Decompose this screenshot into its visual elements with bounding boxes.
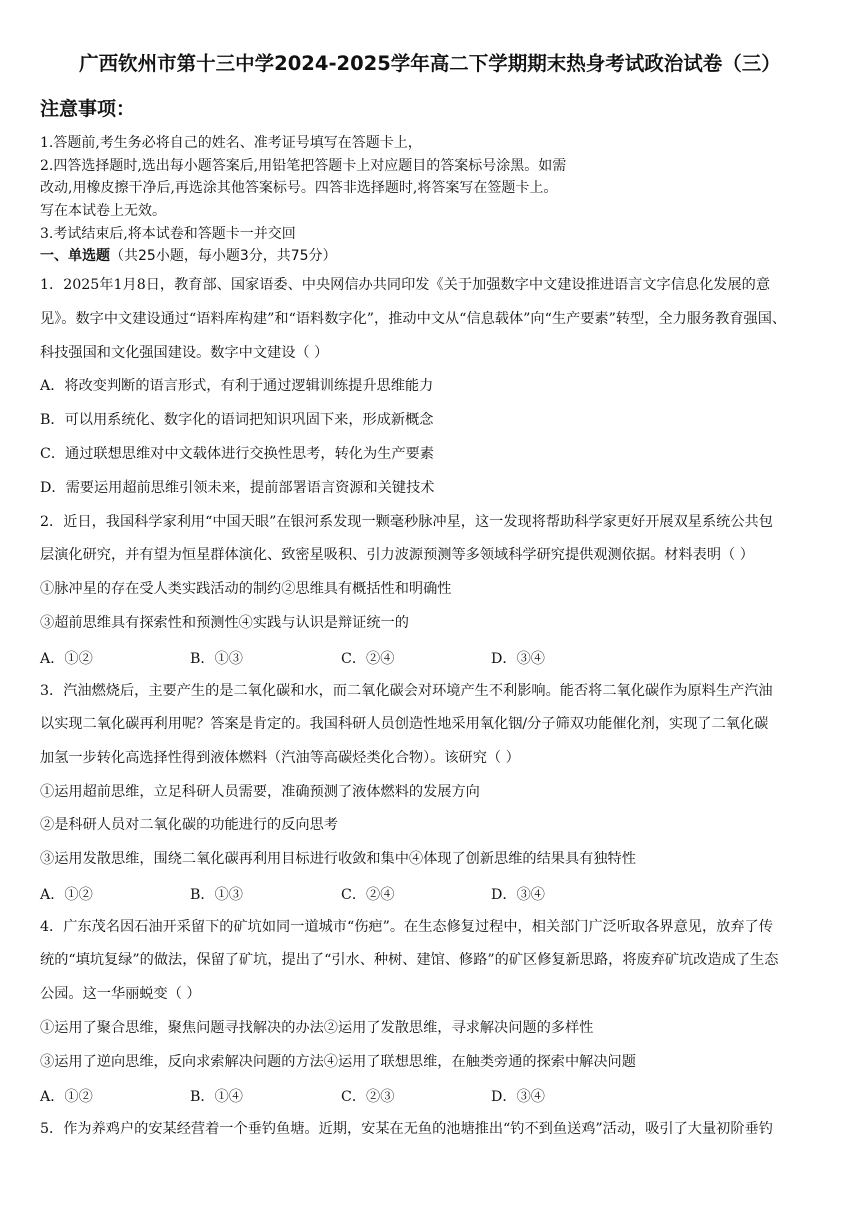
question-2-statement: ③超前思维具有探索性和预测性④实践与认识是辩证统一的 <box>40 615 409 631</box>
notice-line: 改动,用橡皮擦干净后,再选涂其他答案标号。四答非选择题时,将答案写在签题卡上。 <box>40 180 558 196</box>
exam-title: 广西钦州市第十三中学2024-2025学年高二下学期期末热身考试政治试卷（三） <box>79 52 781 75</box>
question-2-stem: 层演化研究，并有望为恒星群体演化、致密星吸积、引力波源预测等多领域科学研究提供观测依据。材料表明（ ） <box>40 547 754 563</box>
notice-line: 2.四答选择题时,选出每小题答案后,用铅笔把答题卡上对应题目的答案标号涂黑。如需 <box>40 158 567 174</box>
question-1-option-d: D．需要运用超前思维引领未来，提前部署语言资源和关键技术 <box>40 480 435 496</box>
question-4-statement: ③运用了逆向思维，反向求索解决问题的方法④运用了联想思维，在触类旁通的探索中解决问题 <box>40 1054 636 1070</box>
question-1-option-b: B．可以用系统化、数字化的语词把知识巩固下来，形成新概念 <box>40 412 434 428</box>
question-3-stem: 以实现二氧化碳再利用呢？答案是肯定的。我国科研人员创造性地采用氧化铟/分子筛双功能催化剂，实现了二氧化碳 <box>40 716 769 732</box>
question-2-option-d: D．③④ <box>491 651 545 667</box>
question-4-option-c: C．②③ <box>341 1089 395 1105</box>
notice-line: 3.考试结束后,将本试卷和答题卡一并交回 <box>40 226 296 242</box>
question-3-option-d: D．③④ <box>491 887 545 903</box>
question-3-option-b: B．①③ <box>190 887 243 903</box>
question-1-stem: 科技强国和文化强国建设。数字中文建设（ ） <box>40 345 329 361</box>
question-2-stem: 2．近日，我国科学家利用“中国天眼”在银河系发现一颗毫秒脉冲星，这一发现将帮助科学家更好开展双星系统公共包 <box>40 514 773 530</box>
question-1-option-c: C．通过联想思维对中文载体进行交换性思考，转化为生产要素 <box>40 446 434 462</box>
question-4-stem: 公园。这一华丽蜕变（ ） <box>40 986 201 1002</box>
question-4-stem: 统的“填坑复绿”的做法，保留了矿坑，提出了“引水、种树、建馆、修路”的矿区修复新思路，将废弃矿坑改造成了生态 <box>40 952 779 968</box>
question-2-option-c: C．②④ <box>341 651 395 667</box>
question-2-option-a: A．①② <box>40 651 93 667</box>
notice-line: 写在本试卷上无效。 <box>40 203 166 219</box>
question-3-option-c: C．②④ <box>341 887 395 903</box>
question-3-options <box>40 884 740 904</box>
question-4-stem: 4．广东茂名因石油开采留下的矿坑如同一道城市“伤疤”。在生态修复过程中，相关部门广泛听取各界意见，放弃了传 <box>40 919 773 935</box>
question-1-stem: 见》。数字中文建设通过“语料库构建”和“语料数字化”，推动中文从“信息载体”向“生产要素”转型，全力服务教育强国、 <box>40 311 787 327</box>
section-name: 一、单选题 <box>40 248 110 264</box>
section-heading <box>40 247 337 265</box>
question-1-stem: 1．2025年1月8日，教育部、国家语委、中央网信办共同印发《关于加强数字中文建设推进语言文字信息化发展的意 <box>40 277 771 293</box>
question-4-option-a: A．①② <box>40 1089 93 1105</box>
section-description: （共25小题，每小题3分，共75分） <box>110 248 337 264</box>
question-4-statement: ①运用了聚合思维，聚焦问题寻找解决的办法②运用了发散思维，寻求解决问题的多样性 <box>40 1020 594 1036</box>
question-3-option-a: A．①② <box>40 887 93 903</box>
notice-heading: 注意事项： <box>40 98 136 120</box>
notice-line: 1.答题前,考生务必将自己的姓名、准考证号填写在答题卡上， <box>40 135 422 151</box>
question-5-stem: 5．作为养鸡户的安某经营着一个垂钓鱼塘。近期，安某在无鱼的池塘推出“钓不到鱼送鸡”活动，吸引了大量初阶垂钓 <box>40 1121 773 1137</box>
question-1-option-a: A．将改变判断的语言形式，有利于通过逻辑训练提升思维能力 <box>40 378 434 394</box>
question-3-stem: 加氢一步转化高选择性得到液体燃料（汽油等高碳烃类化合物）。该研究（ ） <box>40 750 520 766</box>
question-3-statement: ③运用发散思维，围绕二氧化碳再利用目标进行收敛和集中④体现了创新思维的结果具有独特性 <box>40 851 636 867</box>
question-2-options <box>40 648 740 668</box>
question-4-option-d: D．③④ <box>491 1089 545 1105</box>
question-4-option-b: B．①④ <box>190 1089 243 1105</box>
question-3-statement: ①运用超前思维，立足科研人员需要，准确预测了液体燃料的发展方向 <box>40 784 480 800</box>
question-3-stem: 3．汽油燃烧后，主要产生的是二氧化碳和水，而二氧化碳会对环境产生不利影响。能否将二氧化碳作为原料生产汽油 <box>40 683 773 699</box>
question-2-option-b: B．①③ <box>190 651 243 667</box>
question-3-statement: ②是科研人员对二氧化碳的功能进行的反向思考 <box>40 817 338 833</box>
question-2-statement: ①脉冲星的存在受人类实践活动的制约②思维具有概括性和明确性 <box>40 581 452 597</box>
question-4-options <box>40 1086 740 1106</box>
